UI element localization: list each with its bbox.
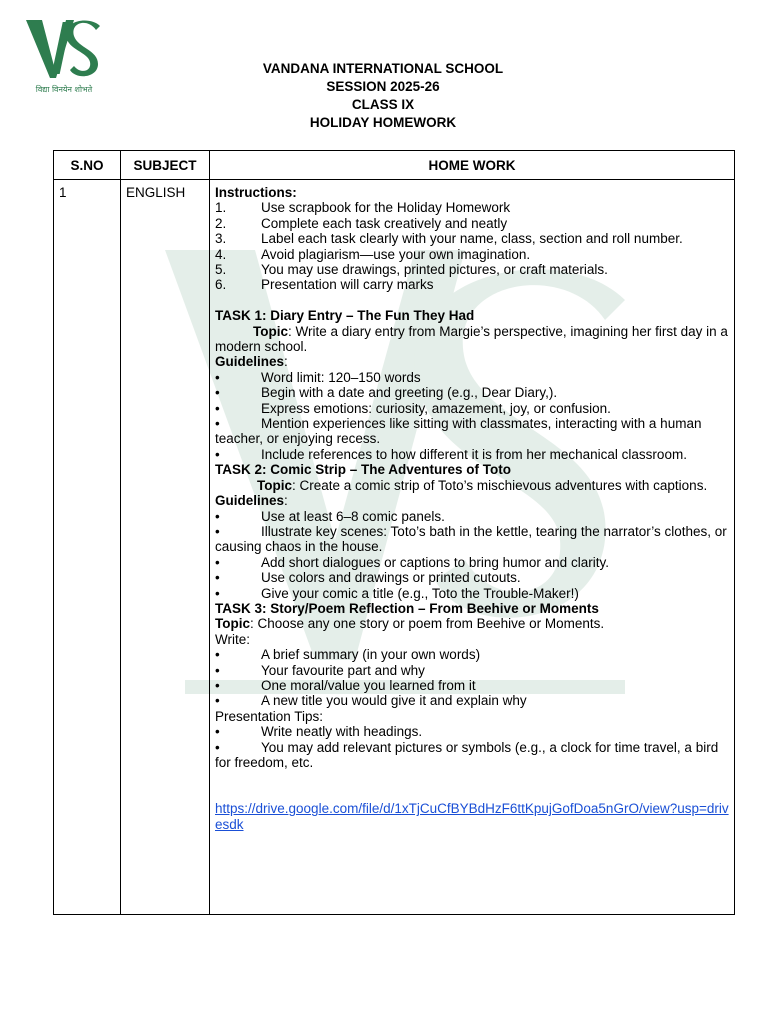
task2-topic: Topic: Create a comic strip of Toto’s mischievous adventures with captions. — [257, 477, 708, 493]
header-sno: S.NO — [54, 151, 121, 180]
drive-link[interactable]: https://drive.google.com/file/d/1xTjCuCfBYBdHzF6ttKpujGofDoa5nGrO/view?usp=drivesdk — [215, 801, 729, 832]
task1-topic: Topic: Write a diary entry from Margie’s perspective, imagining her first day in a modern school. — [215, 323, 728, 355]
list-item: • Include references to how different it is from her mechanical classroom. — [215, 446, 687, 462]
list-item: • Word limit: 120–150 words — [215, 369, 421, 385]
list-item: • Add short dialogues or captions to bring humor and clarity. — [215, 554, 609, 570]
list-item: • A brief summary (in your own words) — [215, 647, 481, 663]
cell-subject: ENGLISH — [121, 180, 210, 915]
school-name: VANDANA INTERNATIONAL SCHOOL — [262, 61, 504, 76]
school-motto: विद्या विनयेन शोभते — [35, 85, 93, 94]
table-header-row — [54, 151, 735, 180]
list-item: 5. You may use drawings, printed pictures, or craft materials. — [215, 262, 608, 278]
task3-tips-label: Presentation Tips: — [215, 708, 324, 724]
list-item: • Mention experiences like sitting with classmates, interacting with a human teacher, or enjoying recess. — [215, 416, 702, 447]
task1-guidelines-label: Guidelines: — [215, 354, 288, 370]
homework-table — [53, 150, 735, 915]
list-item: • One moral/value you learned from it — [215, 677, 476, 693]
header-homework: HOME WORK — [210, 151, 735, 180]
list-item: • Use colors and drawings or printed cutouts. — [215, 570, 521, 586]
list-item: • You may add relevant pictures or symbols (e.g., a clock for time travel, a bird for freedom, etc. — [215, 739, 719, 771]
list-item: 6. Presentation will carry marks — [215, 277, 434, 293]
task2-title: TASK 2: Comic Strip – The Adventures of Toto — [215, 462, 512, 478]
class-label: CLASS IX — [351, 97, 415, 112]
list-item: 2. Complete each task creatively and neatly — [215, 215, 508, 231]
cell-sno: 1 — [54, 180, 121, 915]
list-item: • Express emotions: curiosity, amazement, joy, or confusion. — [215, 400, 611, 416]
task3-title: TASK 3: Story/Poem Reflection – From Beehive or Moments — [215, 600, 599, 616]
list-item: 1. Use scrapbook for the Holiday Homework — [215, 200, 511, 216]
document-header — [0, 60, 768, 132]
list-item: • Give your comic a title (e.g., Toto the Trouble-Maker!) — [215, 585, 579, 601]
task1-title: TASK 1: Diary Entry – The Fun They Had — [215, 308, 475, 324]
session: SESSION 2025-26 — [326, 79, 440, 94]
list-item: • Begin with a date and greeting (e.g., Dear Diary,). — [215, 385, 558, 401]
list-item: • Write neatly with headings. — [215, 724, 423, 740]
list-item: • Use at least 6–8 comic panels. — [215, 508, 445, 524]
list-item: 3. Label each task clearly with your name, class, section and roll number. — [215, 231, 683, 247]
list-item: • Illustrate key scenes: Toto’s bath in the kettle, tearing the narrator’s clothes, or causing chaos in the house. — [215, 523, 727, 555]
table-row — [54, 180, 735, 915]
instructions-heading: Instructions: — [215, 185, 297, 200]
task3-topic: Topic: Choose any one story or poem from Beehive or Moments. — [215, 616, 605, 632]
list-item: 4. Avoid plagiarism—use your own imagination. — [215, 246, 531, 262]
task2-guidelines-label: Guidelines: — [215, 493, 288, 509]
cell-homework — [210, 180, 735, 915]
header-subject: SUBJECT — [121, 151, 210, 180]
list-item: • A new title you would give it and explain why — [215, 693, 527, 709]
homework-title: HOLIDAY HOMEWORK — [309, 115, 457, 130]
task3-write-label: Write: — [215, 631, 251, 647]
list-item: • Your favourite part and why — [215, 662, 425, 678]
